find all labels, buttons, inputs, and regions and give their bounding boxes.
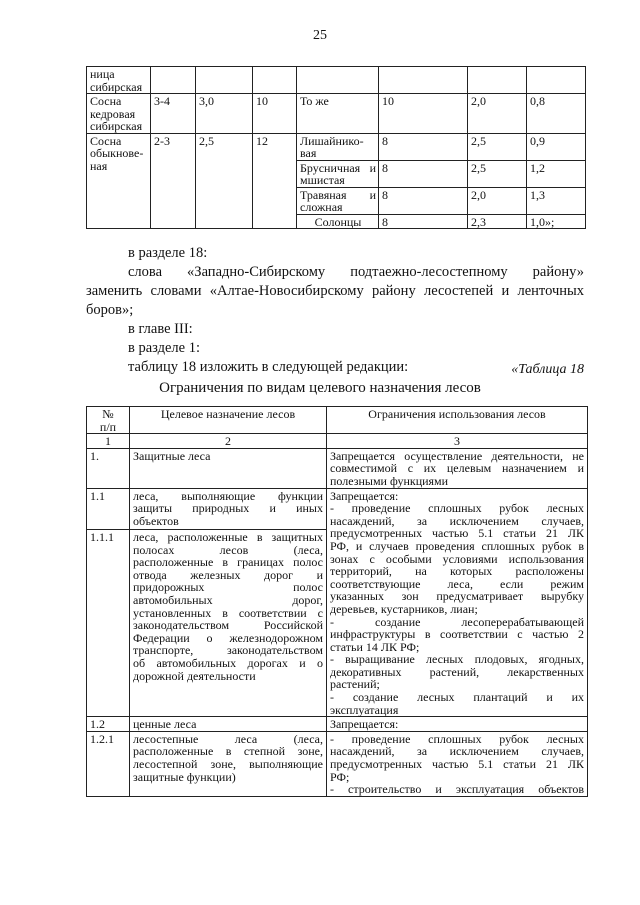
top-continuation-table: [86, 66, 586, 229]
value-cell: [468, 67, 527, 94]
value-cell: 2,5: [468, 133, 527, 160]
column-numbers-row: [87, 434, 588, 449]
header-purpose: Целевое назначение лесов: [130, 407, 327, 434]
value-cell: 10: [379, 94, 468, 134]
table-header-row: [87, 407, 588, 434]
type-cell: То же: [297, 94, 379, 134]
value-cell: 2,5: [468, 160, 527, 187]
row-number: 1.1: [87, 488, 130, 530]
species-cell: Сосна кедровая сибирская: [87, 94, 151, 134]
type-cell: Солонцы: [297, 214, 379, 229]
value-cell: 2,0: [468, 94, 527, 134]
purpose-cell: леса, расположенные в защитных полосах лесов (леса, расположенные в границах полос отвода железных дорог и придорожных полос автомобильных дорог, установленных в соответствии с законодательством Российской Федерации о железнодорожном транспорте, законодательством об автомобильных дорогах и о дорожной деятельности: [130, 530, 327, 717]
row-number: 1.2: [87, 717, 130, 732]
table-row: [87, 488, 588, 530]
paragraph-chapter-3: в главе III:: [128, 321, 193, 337]
table-row: [87, 94, 586, 134]
type-cell: Брусничная и мшистая: [297, 160, 379, 187]
num-cell: [253, 67, 297, 94]
age-cell: 3-4: [151, 94, 196, 134]
value-cell: 8: [379, 133, 468, 160]
row-number: 1.: [87, 448, 130, 488]
paragraph-section-1: в разделе 1:: [128, 340, 201, 356]
purpose-cell: лесостепные леса (леса, расположенные в степной зоне, лесостепной зоне, выполняющие защитные функции): [130, 731, 327, 796]
table-row: [87, 133, 586, 160]
table-row: [87, 731, 588, 796]
num-cell: 12: [253, 133, 297, 229]
purpose-cell: Защитные леса: [130, 448, 327, 488]
purpose-cell: ценные леса: [130, 717, 327, 732]
header-limits: Ограничения использования лесов: [327, 407, 588, 434]
value-cell: [379, 67, 468, 94]
value-cell: 2,0: [468, 187, 527, 214]
value-cell: 0,8: [527, 94, 586, 134]
table-title: Ограничения по видам целевого назначения лесов: [159, 380, 481, 396]
value-cell: 1,3: [527, 187, 586, 214]
paragraph-words-line1: слова «Западно-Сибирскому подтаежно-лесостепному району»: [128, 264, 584, 280]
row-number: 1.1.1: [87, 530, 130, 717]
limits-cell: Запрещается: - проведение сплошных рубок лесных насаждений, за исключением случаев, предусмотренных частью 5.1 статьи 21 ЛК РФ, и случаев проведения сплошных рубок в зонах с особыми условиями использования территорий, на которых расположены соответствующие леса, если режим указанных зон предусматривает вырубку деревьев, кустарников, лиан; - создание лесоперерабатывающей инфраструктуры в соответствии с частью 2 статьи 14 ЛК РФ; - выращивание лесных плодовых, ягодных, декоративных растений, лекарственных растений; - создание лесных плантаций и их эксплуатация: [327, 488, 588, 717]
paragraph-table-intro: таблицу 18 изложить в следующей редакции:: [128, 359, 409, 375]
paragraph-words-line3: боров»;: [86, 302, 134, 318]
paragraph-words-line2: заменить словами «Алтае-Новосибирскому району лесостепей и ленточных: [86, 283, 584, 299]
paragraph-section-18: в разделе 18:: [128, 245, 208, 261]
value-cell: 2,3: [468, 214, 527, 229]
value-cell: 0,9: [527, 133, 586, 160]
table-18: [86, 406, 588, 797]
limits-cell: - проведение сплошных рубок лесных насаждений, за исключением случаев, предусмотренных частью 5.1 статьи 21 ЛК РФ; - строительство и эксплуатация объектов: [327, 731, 588, 796]
species-cell: ница сибирская: [87, 67, 151, 94]
min-cell: [196, 67, 253, 94]
type-cell: [297, 67, 379, 94]
min-cell: 2,5: [196, 133, 253, 229]
value-cell: 8: [379, 214, 468, 229]
table-row: [87, 717, 588, 732]
age-cell: [151, 67, 196, 94]
age-cell: 2-3: [151, 133, 196, 229]
header-number: № п/п: [87, 407, 130, 434]
num-cell: 10: [253, 94, 297, 134]
table-row: [87, 448, 588, 488]
type-cell: Травяная и сложная: [297, 187, 379, 214]
column-number: 2: [130, 434, 327, 449]
page-number: 25: [313, 28, 327, 43]
value-cell: 1,2: [527, 160, 586, 187]
type-cell: Лишайнико- вая: [297, 133, 379, 160]
row-number: 1.2.1: [87, 731, 130, 796]
limits-cell: Запрещается осуществление деятельности, не совместимой с их целевым назначением и полезными функциями: [327, 448, 588, 488]
min-cell: 3,0: [196, 94, 253, 134]
value-cell: 1,0»;: [527, 214, 586, 229]
limits-cell: Запрещается:: [327, 717, 588, 732]
value-cell: [527, 67, 586, 94]
value-cell: 8: [379, 160, 468, 187]
table-caption: «Таблица 18: [511, 362, 584, 377]
table-row: [87, 67, 586, 94]
column-number: 1: [87, 434, 130, 449]
purpose-cell: леса, выполняющие функции защиты природных и иных объектов: [130, 488, 327, 530]
column-number: 3: [327, 434, 588, 449]
species-cell: Сосна обыкнове- ная: [87, 133, 151, 229]
value-cell: 8: [379, 187, 468, 214]
